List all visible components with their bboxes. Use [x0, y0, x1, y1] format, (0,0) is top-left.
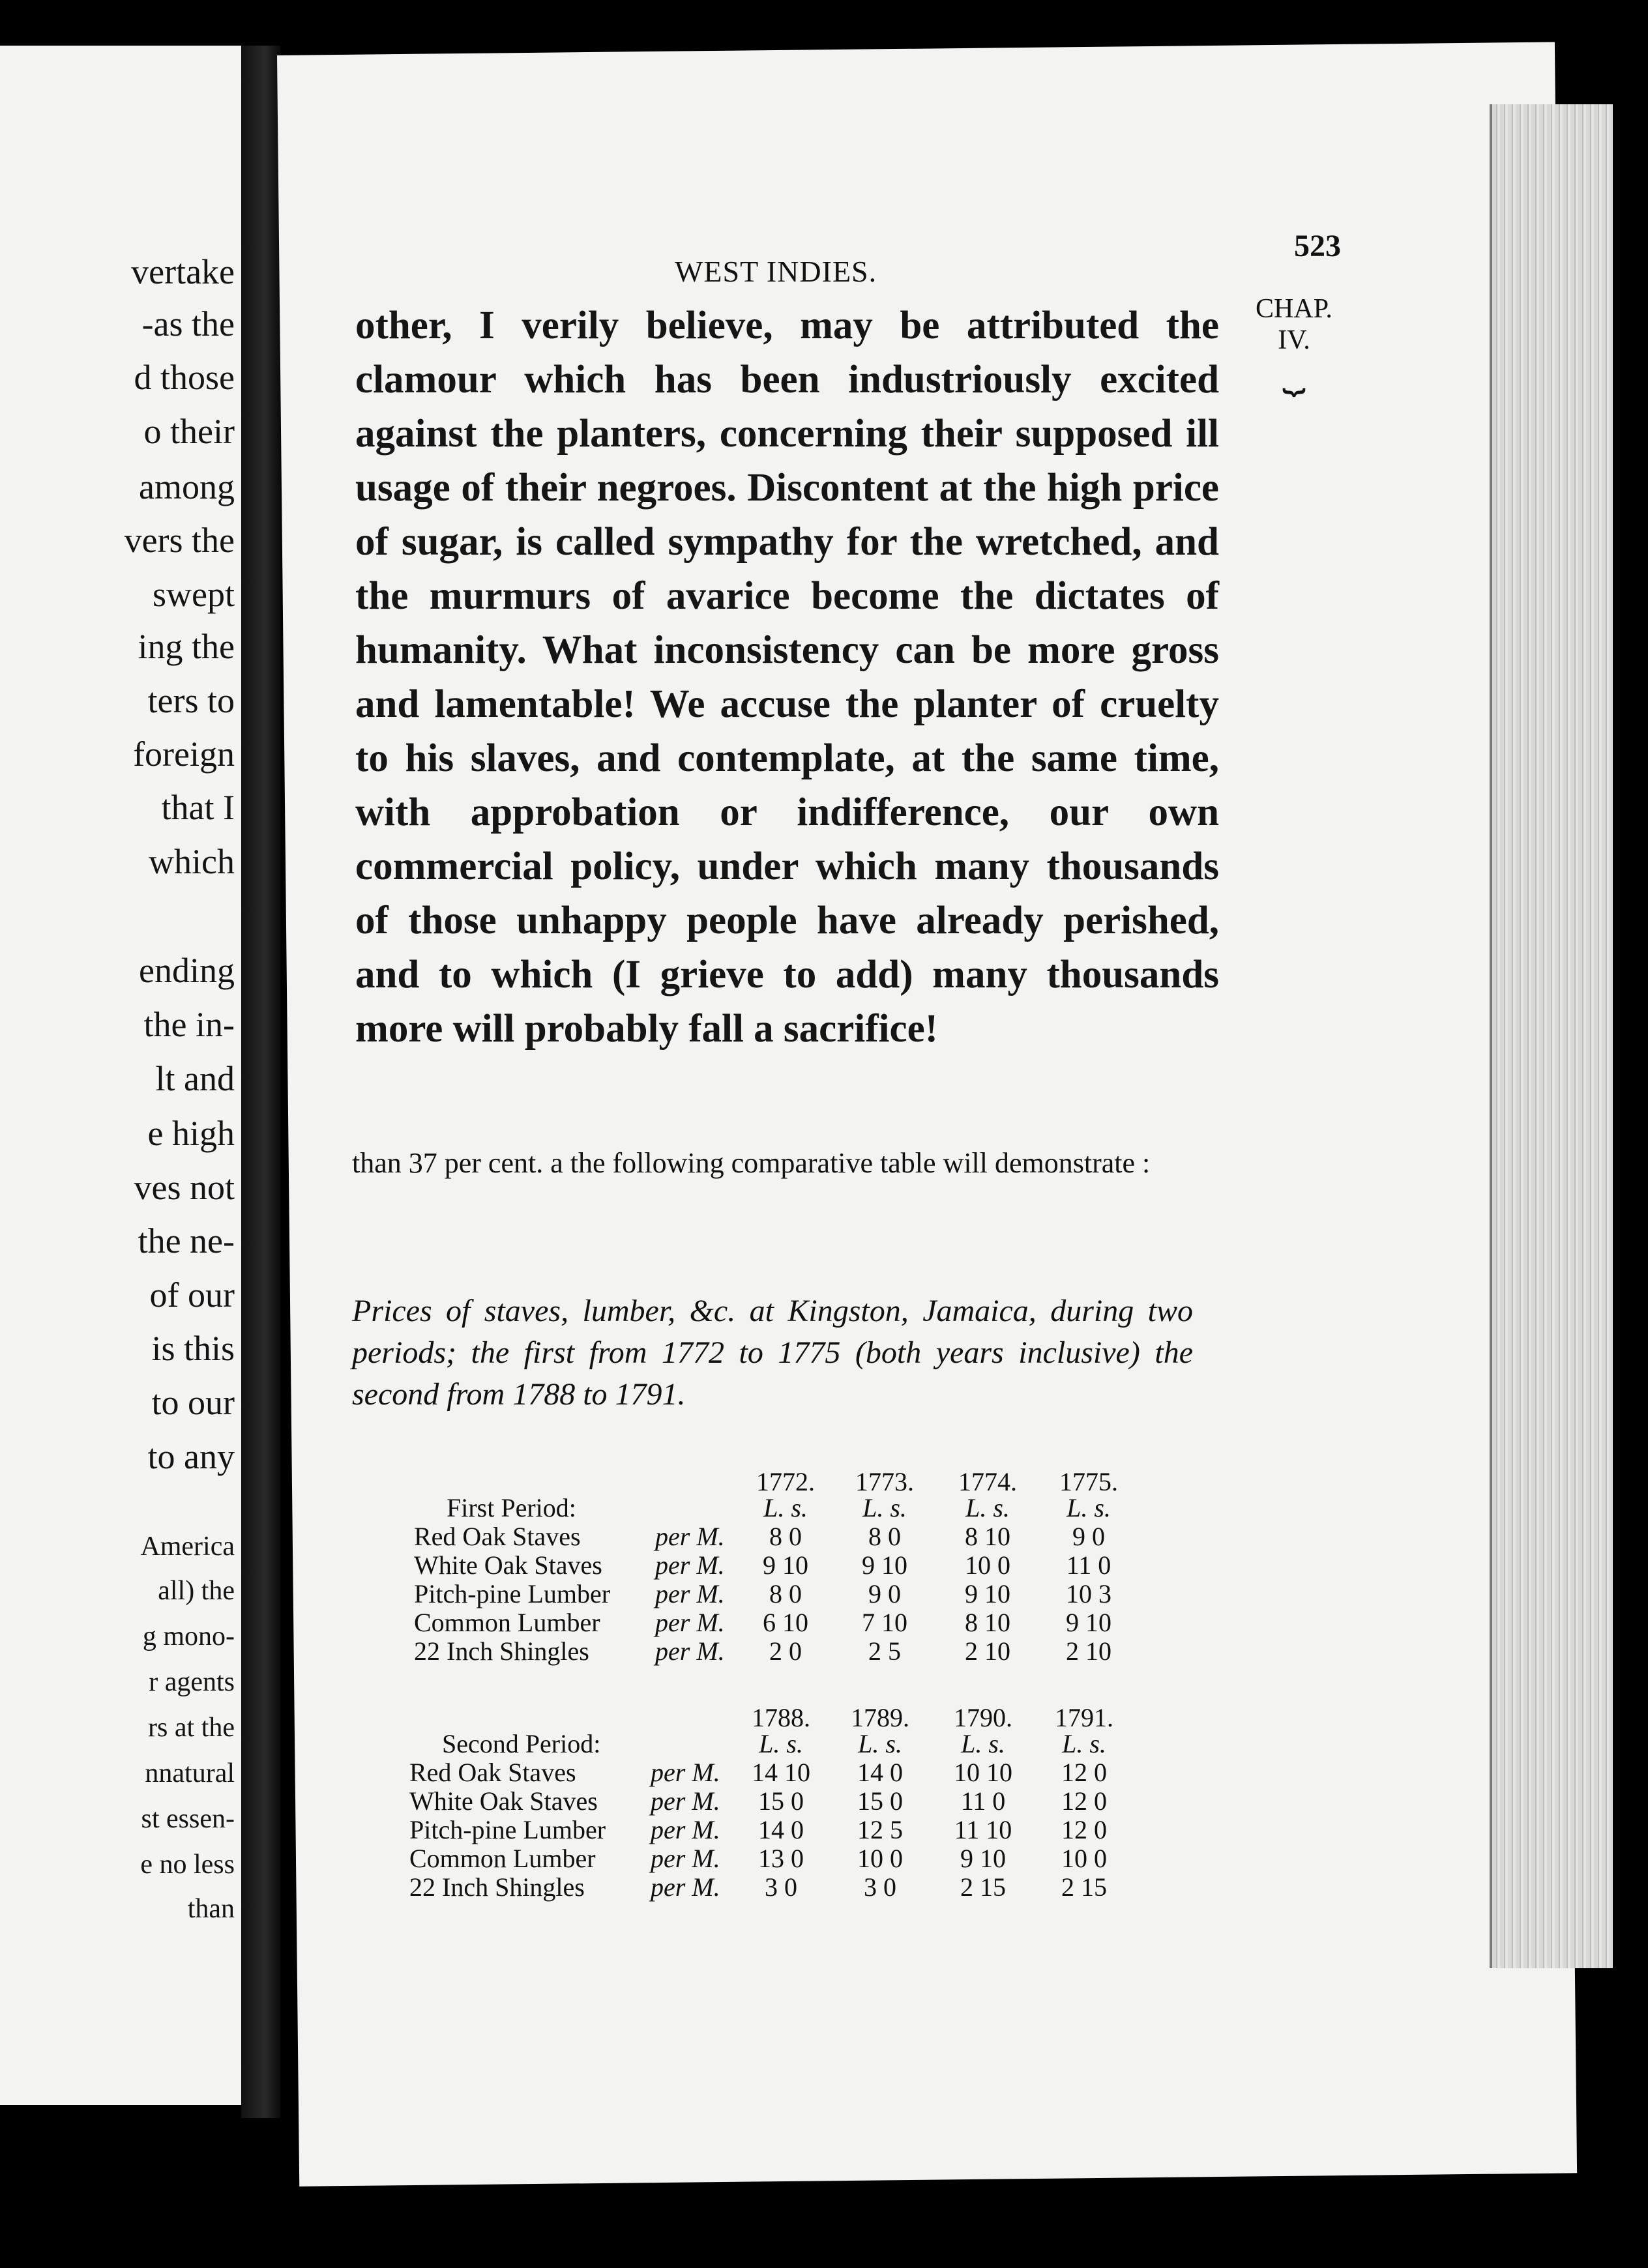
price-cell: 12 0 — [1061, 1815, 1107, 1844]
unit-per: per M. — [651, 1815, 720, 1844]
unit-per: per M. — [655, 1522, 725, 1551]
year-header: 1788. — [752, 1703, 810, 1732]
table-caption: Prices of staves, lumber, &c. at Kingston, Jamaica, during two periods; the first from 1772 to 1775 (both years inclusive) the second from 1788 to 1791. — [352, 1294, 1193, 1412]
left-page-line: -as the — [141, 304, 235, 343]
year-header: 1773. — [855, 1467, 914, 1496]
price-cell: 2 5 — [868, 1636, 901, 1666]
item-name: Red Oak Staves — [414, 1522, 581, 1551]
left-page-line: nnatural — [145, 1758, 235, 1788]
year-header: 1791. — [1055, 1703, 1113, 1732]
left-page-line: foreign — [133, 734, 235, 774]
left-page-line: the ne- — [138, 1221, 235, 1260]
left-page-line: the in- — [143, 1005, 235, 1044]
left-page-line: st essen- — [141, 1804, 235, 1834]
left-page-line: swept — [153, 575, 235, 614]
left-page-line: of our — [149, 1275, 235, 1315]
price-cell: 12 0 — [1061, 1758, 1107, 1787]
price-cell: 3 0 — [864, 1872, 896, 1902]
item-name: 22 Inch Shingles — [414, 1636, 589, 1666]
unit-header: L. s. — [862, 1493, 907, 1522]
chap-number: IV. — [1278, 325, 1310, 356]
price-cell: 12 5 — [857, 1815, 903, 1844]
price-cell: 14 0 — [758, 1815, 804, 1844]
left-page-line: ters to — [147, 681, 235, 720]
running-title: WEST INDIES. — [675, 255, 877, 288]
unit-per: per M. — [655, 1636, 725, 1666]
price-cell: 10 3 — [1066, 1579, 1111, 1608]
left-page-line: g mono- — [142, 1621, 235, 1651]
chap-label: CHAP. — [1256, 294, 1332, 324]
chapter-marginal-note — [1235, 293, 1353, 394]
left-page-line: e no less — [140, 1850, 235, 1880]
price-cell: 15 0 — [758, 1786, 804, 1816]
unit-per: per M. — [655, 1608, 725, 1637]
left-page-line: which — [149, 842, 235, 881]
price-cell: 9 10 — [1066, 1608, 1111, 1637]
unit-header: L. s. — [763, 1493, 808, 1522]
period-label: Second Period: — [442, 1729, 601, 1758]
price-cell: 9 10 — [960, 1844, 1006, 1873]
left-page-line: r agents — [149, 1667, 235, 1697]
unit-per: per M. — [655, 1579, 725, 1608]
price-cell: 8 0 — [868, 1522, 901, 1551]
unit-header: L. s. — [1067, 1493, 1111, 1522]
left-page — [0, 46, 248, 2105]
left-page-line: ending — [139, 951, 235, 990]
unit-per: per M. — [655, 1550, 725, 1580]
item-name: Pitch-pine Lumber — [409, 1815, 606, 1844]
price-cell: 9 10 — [763, 1550, 808, 1580]
book-gutter — [241, 46, 280, 2118]
price-cell: 14 10 — [752, 1758, 810, 1787]
price-cell: 11 0 — [960, 1786, 1006, 1816]
left-page-line: ves not — [134, 1168, 235, 1207]
price-cell: 2 10 — [965, 1636, 1010, 1666]
price-cell: 8 0 — [769, 1522, 802, 1551]
unit-per: per M. — [651, 1758, 720, 1787]
item-name: Common Lumber — [414, 1608, 600, 1637]
year-header: 1790. — [954, 1703, 1012, 1732]
left-page-line: among — [139, 467, 235, 506]
price-cell: 6 10 — [763, 1608, 808, 1637]
left-page-line: than — [187, 1894, 235, 1924]
unit-header: L. s. — [965, 1493, 1010, 1522]
year-header: 1774. — [958, 1467, 1017, 1496]
year-header: 1775. — [1059, 1467, 1118, 1496]
left-page-line: d those — [134, 358, 235, 397]
left-page-line: rs at the — [148, 1713, 235, 1743]
left-page-line: is this — [151, 1329, 235, 1368]
main-paragraph: other, I verily believe, may be attributed the clamour which has been industriously excited against the planters, concerning their supposed ill usage of their negroes. Discontent at the high price of sugar, is called sympathy for the wretched, and the murmurs of avarice become the dictates of humanity. What inconsistency can be more gross and lamentable! We accuse the planter of cruelty to his slaves, and contemplate, at the same time, with approbation or indifference, our own commercial policy, under which many thousands of those unhappy people have already perished, and to which (I grieve to add) many thousands more will probably fall a sacrifice! — [355, 304, 1219, 1051]
left-page-line: vertake — [131, 252, 235, 291]
left-page-line: o their — [143, 412, 235, 451]
left-page-line: to our — [151, 1383, 235, 1422]
price-cell: 10 0 — [1061, 1844, 1107, 1873]
price-cell: 8 10 — [965, 1522, 1010, 1551]
price-cell: 9 0 — [868, 1579, 901, 1608]
unit-header: L. s. — [858, 1729, 902, 1758]
left-page-line: America — [140, 1532, 235, 1562]
year-header: 1789. — [851, 1703, 909, 1732]
left-page-line: ing the — [138, 627, 235, 666]
brace-icon: ⏟ — [1282, 350, 1306, 394]
price-cell: 11 0 — [1066, 1550, 1111, 1580]
unit-header: L. s. — [961, 1729, 1005, 1758]
page-number: 523 — [1294, 229, 1341, 263]
year-header: 1772. — [756, 1467, 815, 1496]
price-cell: 7 10 — [862, 1608, 907, 1637]
unit-per: per M. — [651, 1844, 720, 1873]
item-name: White Oak Staves — [414, 1550, 602, 1580]
price-cell: 2 0 — [769, 1636, 802, 1666]
price-cell: 12 0 — [1061, 1786, 1107, 1816]
price-cell: 9 0 — [1072, 1522, 1105, 1551]
unit-per: per M. — [651, 1786, 720, 1816]
period-label: First Period: — [447, 1493, 576, 1522]
price-cell: 13 0 — [758, 1844, 804, 1873]
price-cell: 11 10 — [954, 1815, 1012, 1844]
left-page-line: all) the — [158, 1576, 235, 1606]
unit-header: L. s. — [759, 1729, 803, 1758]
price-cell: 9 10 — [862, 1550, 907, 1580]
item-name: Red Oak Staves — [409, 1758, 576, 1787]
left-page-line: lt and — [155, 1059, 235, 1098]
price-cell: 2 10 — [1066, 1636, 1111, 1666]
left-page-line: e high — [147, 1114, 235, 1153]
price-cell: 10 10 — [954, 1758, 1012, 1787]
price-cell: 14 0 — [857, 1758, 903, 1787]
left-page-line: to any — [147, 1437, 235, 1476]
unit-per: per M. — [651, 1872, 720, 1902]
price-cell: 8 10 — [965, 1608, 1010, 1637]
price-cell: 9 10 — [965, 1579, 1010, 1608]
table-intro-text: than 37 per cent. a the following comparative table will demonstrate : — [352, 1147, 1151, 1179]
item-name: 22 Inch Shingles — [409, 1872, 585, 1902]
price-cell: 10 0 — [857, 1844, 903, 1873]
item-name: Common Lumber — [409, 1844, 596, 1873]
price-cell: 15 0 — [857, 1786, 903, 1816]
page-edges — [1490, 104, 1613, 1968]
left-page-line: vers the — [124, 521, 235, 560]
price-cell: 2 15 — [960, 1872, 1006, 1902]
price-cell: 3 0 — [765, 1872, 797, 1902]
price-cell: 2 15 — [1061, 1872, 1107, 1902]
item-name: White Oak Staves — [409, 1786, 598, 1816]
price-cell: 8 0 — [769, 1579, 802, 1608]
price-cell: 10 0 — [965, 1550, 1010, 1580]
item-name: Pitch-pine Lumber — [414, 1579, 611, 1608]
left-page-line: that I — [161, 788, 235, 827]
unit-header: L. s. — [1062, 1729, 1106, 1758]
